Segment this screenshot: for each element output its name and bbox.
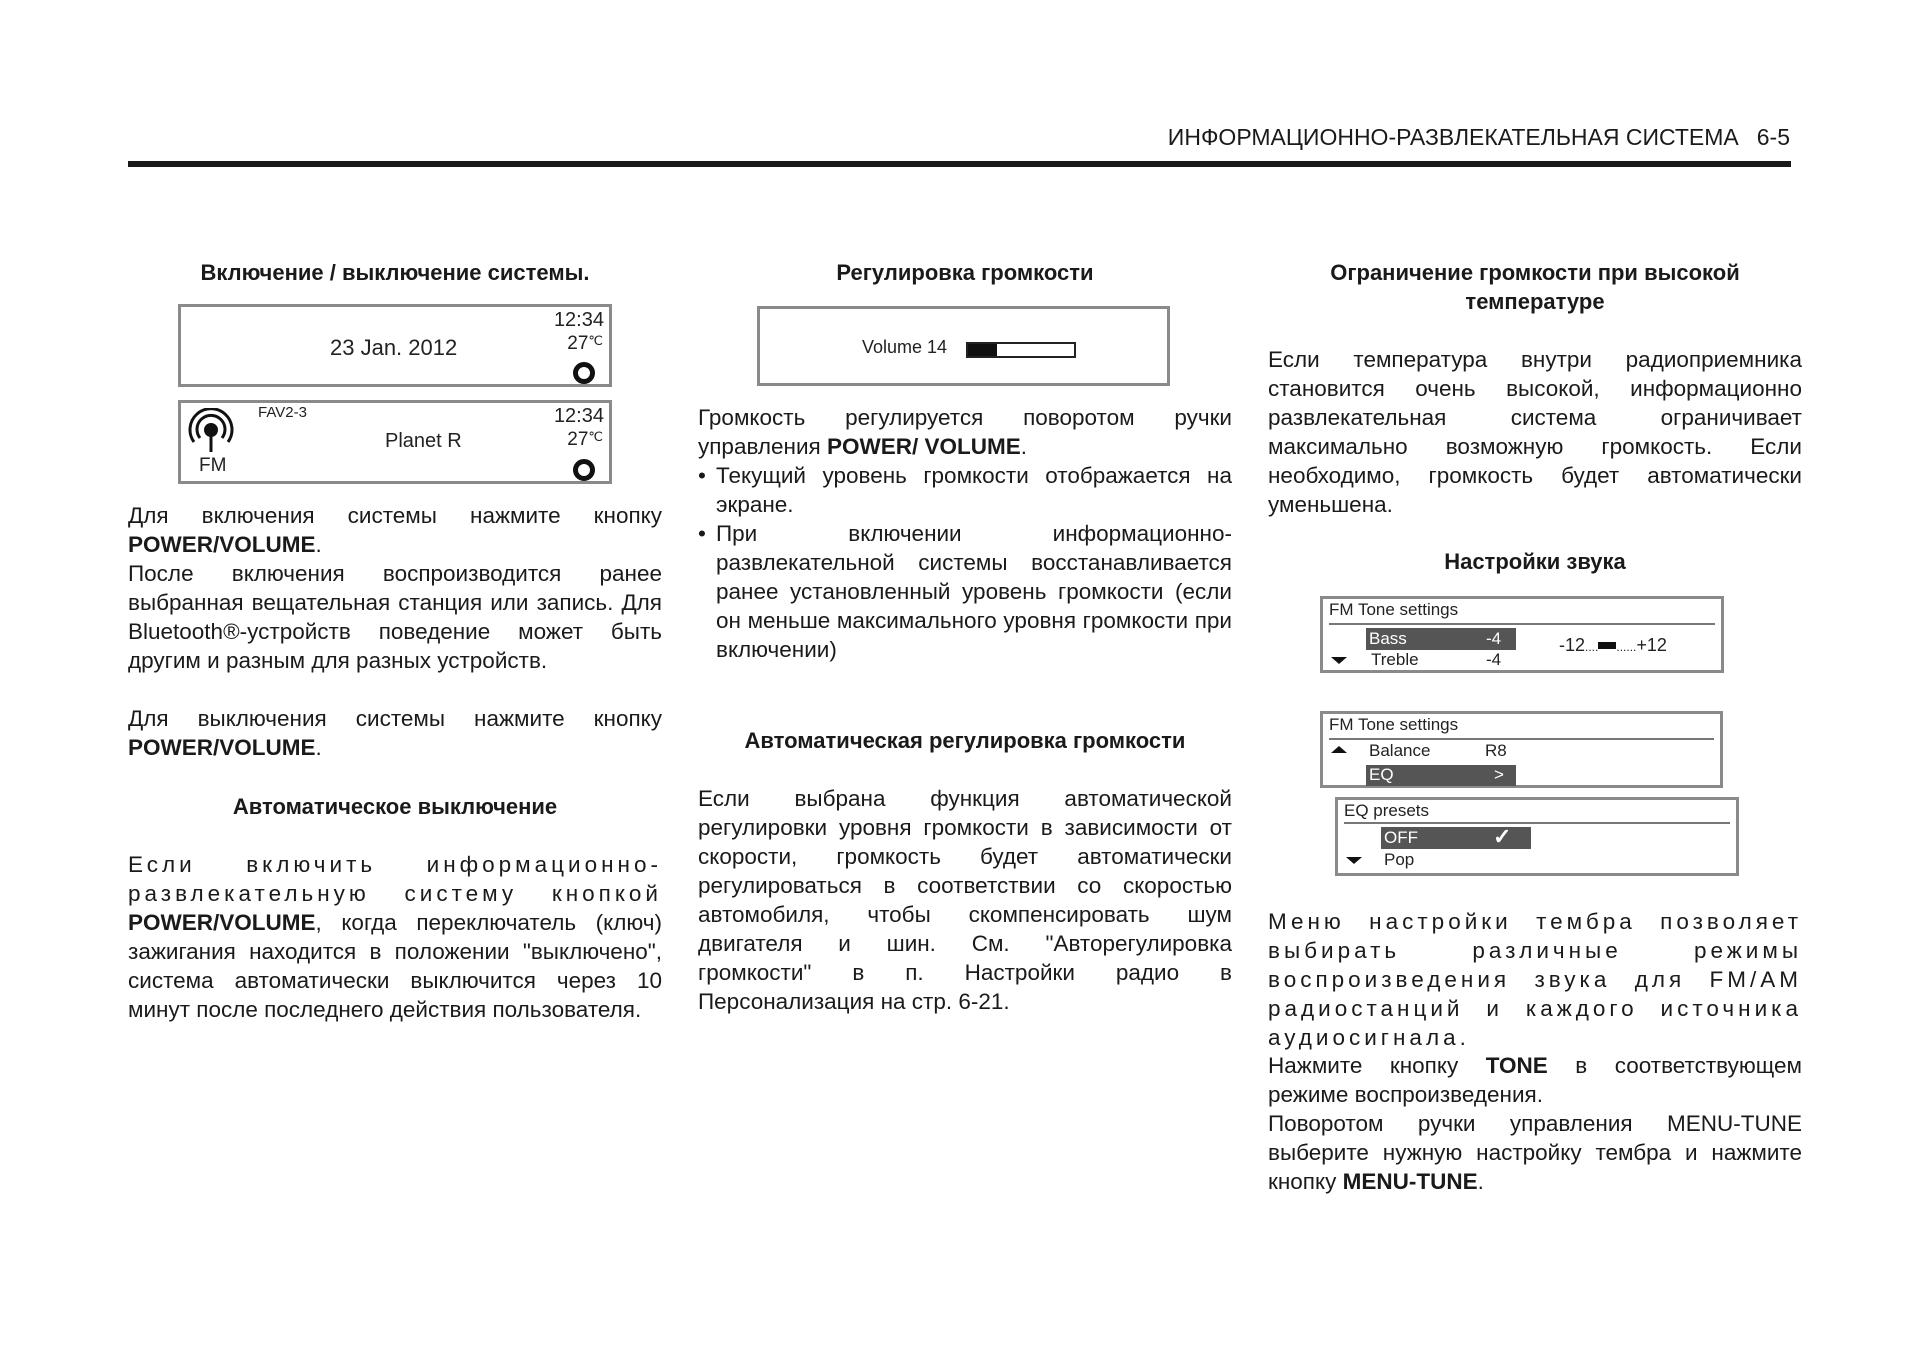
running-header (1168, 124, 1790, 151)
title-divider (1329, 623, 1715, 625)
eq-title: EQ presets (1344, 801, 1430, 820)
heading-auto-volume: Автоматическая регулировка громкости (744, 728, 1186, 753)
title-divider (1329, 738, 1714, 740)
checkmark-icon: ✓ (1493, 824, 1512, 849)
tone-title: FM Tone settings (1329, 715, 1459, 734)
para-menu-tune: Поворотом ручки управления MENU-TUNE выберите нужную настройку тембра и нажмите кнопку MENU-TUNE. (1268, 1111, 1802, 1194)
screen-date-text: 23 Jan. 2012 (330, 335, 458, 360)
screen-eq-presets (1335, 797, 1739, 876)
volume-label: Volume 14 (862, 337, 948, 357)
para-tone-menu: Меню настройки тембра позволяет выбирать различные режимы воспроизведения звука для FM/AM радиостанций и каждого источника аудиосигнала. (1268, 909, 1802, 1050)
para-auto-off: Если включить информационно-развлекательную систему кнопкой POWER/VOLUME, когда переключатель (ключ) зажигания находится в положении "выключено", система автоматически выключится через 10 минут после последнего действия пользователя. (128, 852, 662, 1022)
header-rule (128, 161, 1791, 167)
screen-time: 12:34 (553, 309, 604, 331)
menu-item-eq[interactable]: EQ > (1366, 765, 1516, 786)
para-auto-volume: Если выбрана функция автоматической регулировки уровня громкости в зависимости от скорости, громкость будет автоматически регулироваться в соответствии со скоростью автомобиля, чтобы скомпенсировать шум двигателя и шин. См. "Авторегулировка громкости" в п. Настройки радио в Персонализация на стр. 6-21. (698, 786, 1232, 1014)
bass-scale: -12.... ......+12 (1559, 635, 1667, 655)
scroll-down-icon (1331, 657, 1347, 664)
para-tone-button: Нажмите кнопку TONE в соответствующем режиме воспроизведения. (1268, 1053, 1802, 1107)
treble-value: -4 (1486, 650, 1502, 669)
scroll-down-icon (1346, 857, 1362, 864)
section-title: ИНФОРМАЦИОННО-РАЗВЛЕКАТЕЛЬНАЯ СИСТЕМА (1167, 124, 1739, 150)
menu-item-treble[interactable]: Treble (1371, 650, 1419, 669)
screen-time: 12:34 (553, 405, 604, 427)
screen-date (178, 304, 612, 387)
screen-volume (757, 306, 1170, 386)
bullet-current-volume: • Текущий уровень громкости отображается на экране. (698, 463, 1232, 517)
heading-volume: Регулировка громкости (836, 260, 1094, 285)
heading-power-on-off: Включение / выключение системы. (200, 260, 590, 285)
page-number: 6-5 (1756, 124, 1790, 150)
para-after-power-on: После включения воспроизводится ранее выбранная вещательная станция или запись. Для Bluetooth®-устройств поведение может быть другим и разным для разных устройств. (128, 561, 662, 673)
para-temp-limit: Если температура внутри радиоприемника становится очень высокой, информационно развлекательная система ограничивает максимально возможную громкость. Если необходимо, громкость будет автоматически уменьшена. (1268, 347, 1802, 517)
para-power-off: Для выключения системы нажмите кнопку POWER/VOLUME. (128, 706, 662, 760)
heading-auto-off: Автоматическое выключение (232, 794, 558, 819)
status-ring-icon (573, 459, 595, 481)
heading-sound-settings: Настройки звука (1444, 549, 1626, 574)
para-volume: Громкость регулируется поворотом ручки управления POWER/ VOLUME. (698, 405, 1232, 459)
screen-temp: 27℃ (567, 333, 603, 354)
scroll-up-icon (1331, 746, 1347, 753)
menu-item-balance[interactable]: Balance (1369, 741, 1431, 760)
eq-option-off[interactable]: OFF ✓ (1381, 827, 1531, 849)
volume-bar-fill (968, 344, 997, 356)
eq-option-pop[interactable]: Pop (1384, 850, 1415, 869)
para-power-on: Для включения системы нажмите кнопку POWER/VOLUME. (128, 503, 662, 557)
bullet-restore-volume: • При включении информационно-развлекательной системы восстанавливается ранее установленный уровень громкости (если он меньше максимального уровня громкости при включении) (698, 521, 1232, 662)
preset-label: FAV2-3 (258, 404, 307, 421)
screen-tone-bass (1320, 596, 1724, 673)
screen-tone-eq (1320, 711, 1723, 788)
tone-title: FM Tone settings (1329, 600, 1459, 619)
heading-temp-limit: Ограничение громкости при высокой температуре (1330, 260, 1740, 314)
status-ring-icon (573, 362, 595, 384)
screen-radio (178, 400, 612, 484)
screen-temp: 27℃ (567, 429, 603, 450)
station-name: Planet R (385, 430, 462, 452)
antenna-icon (187, 408, 235, 452)
balance-value: R8 (1485, 741, 1507, 760)
volume-bar (966, 342, 1076, 358)
menu-item-bass[interactable]: Bass -4 (1366, 628, 1516, 650)
title-divider (1344, 822, 1730, 824)
band-label: FM (199, 455, 227, 476)
